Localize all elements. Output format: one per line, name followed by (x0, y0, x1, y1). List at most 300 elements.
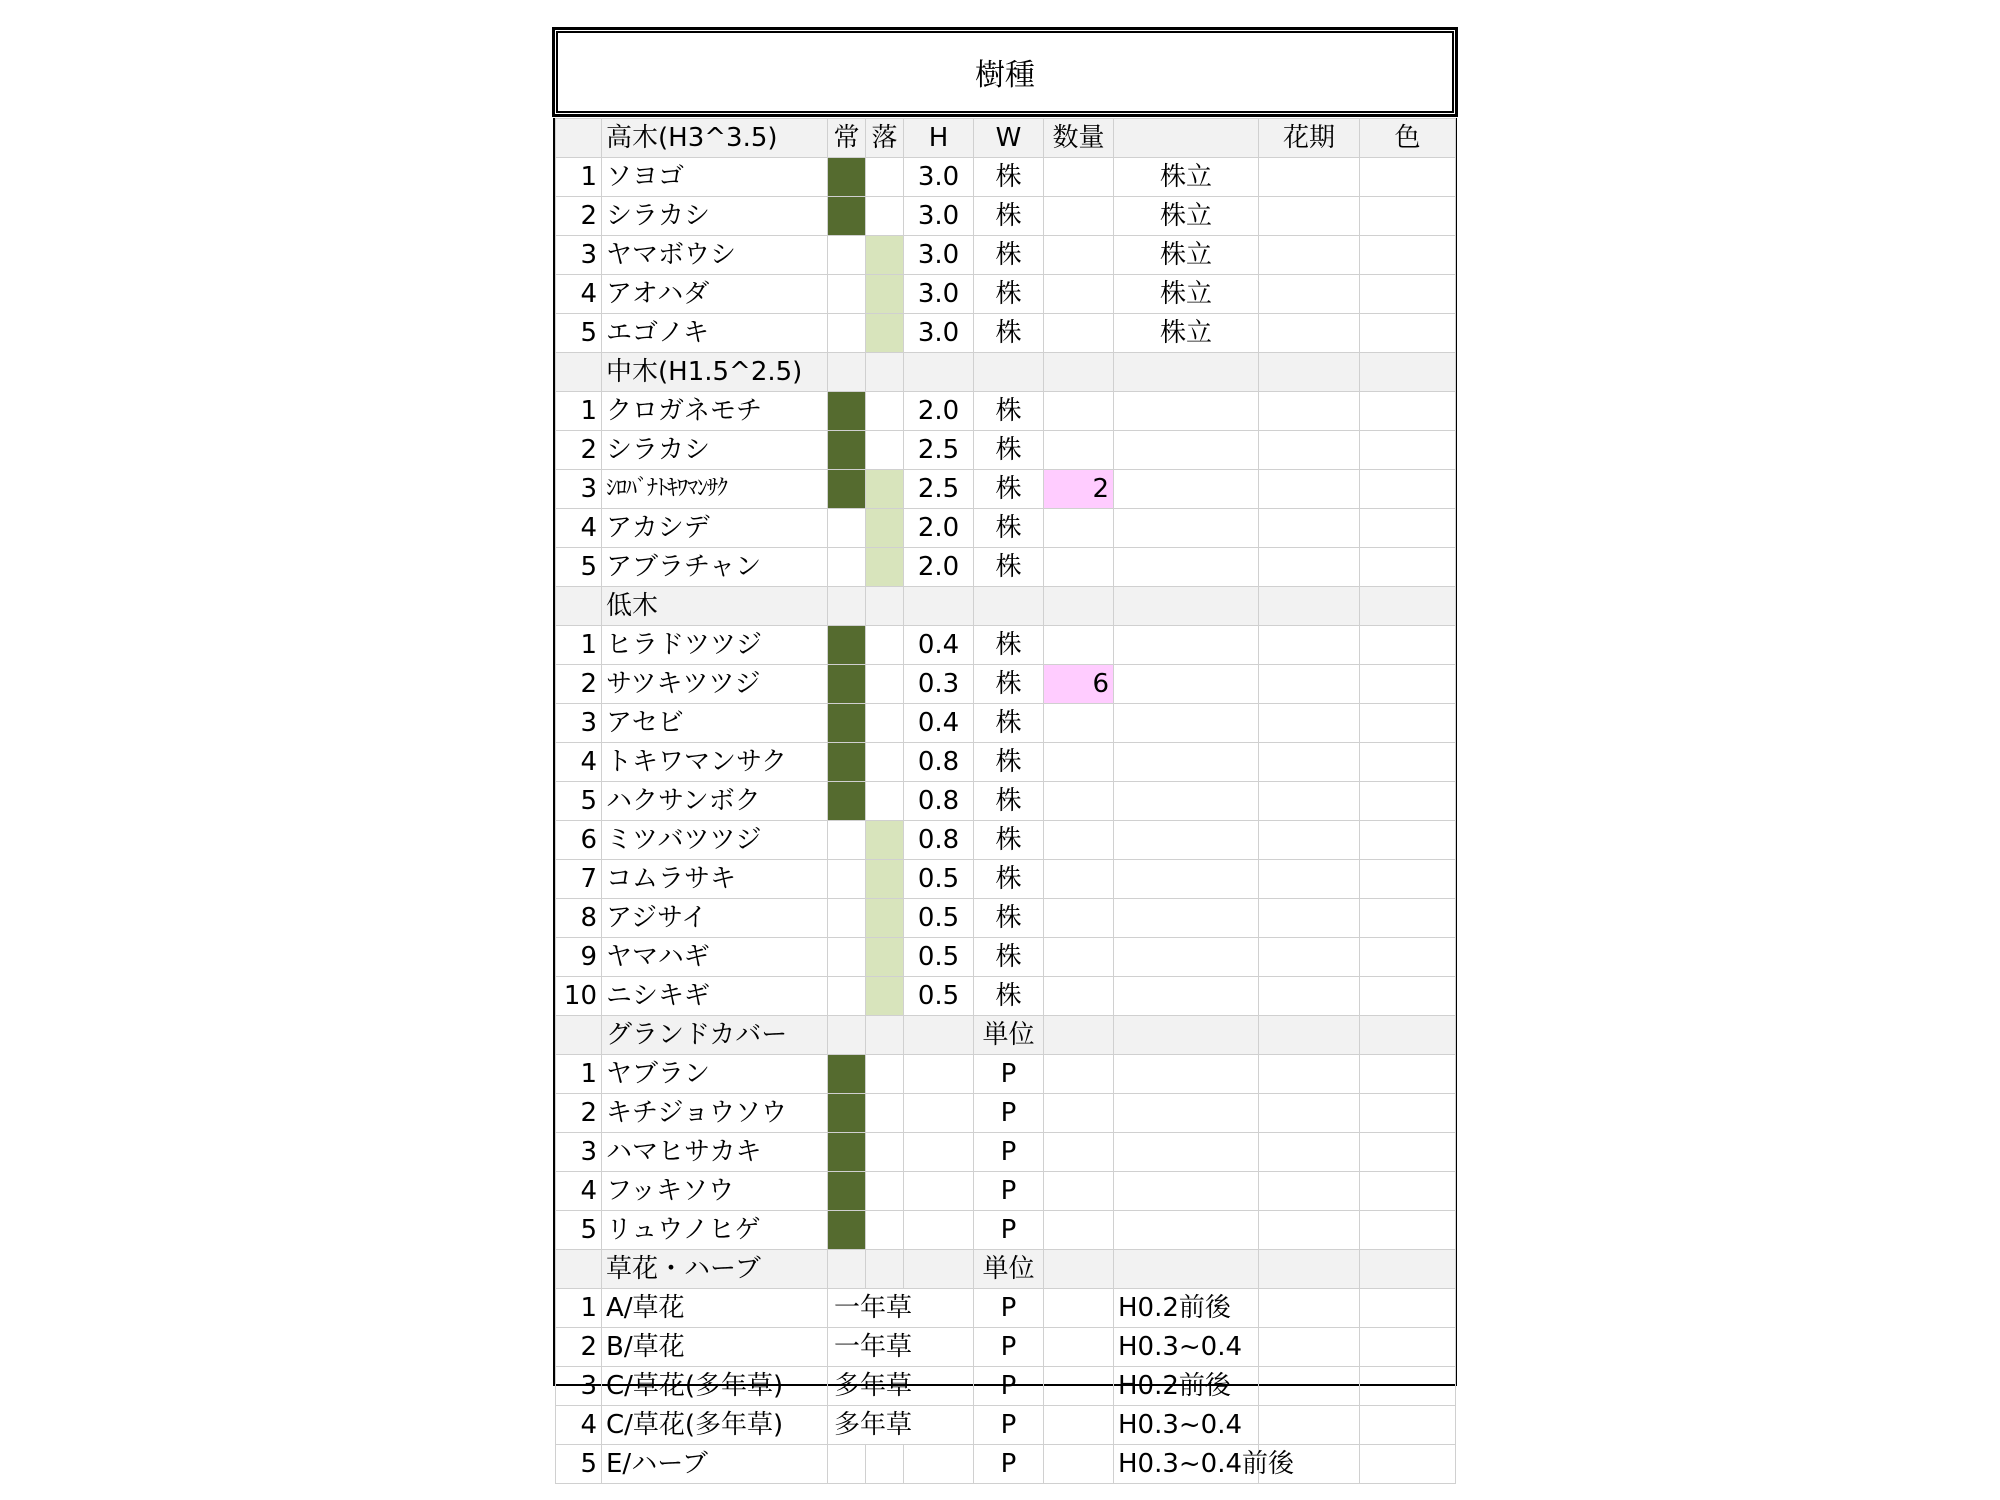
flowering-cell (1259, 1406, 1360, 1445)
table-row (556, 236, 1456, 275)
section-cell (904, 353, 974, 392)
width-value: 株 (974, 158, 1044, 197)
row-number: 3 (556, 236, 602, 275)
height-value: 2.0 (904, 392, 974, 431)
section-header-row (556, 353, 1456, 392)
color-cell (1360, 197, 1456, 236)
section-cell (866, 1250, 904, 1289)
evergreen-marker (828, 743, 866, 782)
section-cell (1259, 353, 1360, 392)
deciduous-marker (866, 197, 904, 236)
height-value (904, 1172, 974, 1211)
height-value (904, 1055, 974, 1094)
flowering-cell (1259, 392, 1360, 431)
sheet-title (553, 28, 1457, 116)
quantity-value (1044, 1211, 1114, 1250)
quantity-value (1044, 236, 1114, 275)
height-value: 0.3 (904, 665, 974, 704)
table-row (556, 665, 1456, 704)
note-value: 株立 (1114, 158, 1259, 197)
width-value: 株 (974, 470, 1044, 509)
row-number: 5 (556, 314, 602, 353)
species-name: ニシキギ (602, 977, 828, 1016)
section-title: 中木(H1.5^2.5) (602, 353, 828, 392)
species-name: アカシデ (602, 509, 828, 548)
quantity-value (1044, 509, 1114, 548)
table-row (556, 977, 1456, 1016)
note-value (1114, 1133, 1259, 1172)
height-value: 0.8 (904, 743, 974, 782)
height-value: 2.5 (904, 431, 974, 470)
note-value: H0.3~0.4 (1114, 1328, 1259, 1367)
note-value (1114, 431, 1259, 470)
flowering-cell (1259, 314, 1360, 353)
header-no-cell (556, 119, 602, 158)
species-name: E/ハーブ (602, 1445, 828, 1484)
evergreen-marker (828, 1094, 866, 1133)
flowering-cell (1259, 626, 1360, 665)
row-number: 5 (556, 782, 602, 821)
header-height: H (904, 119, 974, 158)
species-name: A/草花 (602, 1289, 828, 1328)
color-cell (1360, 665, 1456, 704)
flowering-cell (1259, 899, 1360, 938)
table-row (556, 821, 1456, 860)
width-value: 株 (974, 821, 1044, 860)
row-number: 1 (556, 626, 602, 665)
quantity-value (1044, 1133, 1114, 1172)
note-value (1114, 977, 1259, 1016)
row-number: 1 (556, 1055, 602, 1094)
width-value: P (974, 1406, 1044, 1445)
quantity-value (1044, 977, 1114, 1016)
section-cell (1360, 353, 1456, 392)
color-cell (1360, 1211, 1456, 1250)
color-cell (1360, 392, 1456, 431)
color-cell (1360, 1055, 1456, 1094)
header-evergreen: 常 (828, 119, 866, 158)
color-cell (1360, 743, 1456, 782)
width-value: 株 (974, 236, 1044, 275)
deciduous-marker (866, 860, 904, 899)
species-name: アジサイ (602, 899, 828, 938)
quantity-value (1044, 1328, 1114, 1367)
height-value: 3.0 (904, 236, 974, 275)
plant-type-label: 一年草 (828, 1328, 974, 1367)
note-value (1114, 626, 1259, 665)
row-number: 5 (556, 1211, 602, 1250)
table-row (556, 1055, 1456, 1094)
table-row (556, 1406, 1456, 1445)
section-title: 低木 (602, 587, 828, 626)
note-value (1114, 470, 1259, 509)
species-name: クロガネモチ (602, 392, 828, 431)
height-value: 0.8 (904, 782, 974, 821)
evergreen-marker (828, 548, 866, 587)
flowering-cell (1259, 1211, 1360, 1250)
quantity-value (1044, 548, 1114, 587)
color-cell (1360, 548, 1456, 587)
evergreen-marker (828, 275, 866, 314)
evergreen-marker (828, 1211, 866, 1250)
table-row (556, 1445, 1456, 1484)
color-cell (1360, 899, 1456, 938)
width-value: 株 (974, 938, 1044, 977)
quantity-value (1044, 314, 1114, 353)
section-header-row (556, 587, 1456, 626)
quantity-value (1044, 197, 1114, 236)
species-name: サツキツツジ (602, 665, 828, 704)
section-cell (1114, 353, 1259, 392)
plant-schedule-sheet (553, 28, 1457, 1479)
deciduous-marker (866, 275, 904, 314)
width-value: 株 (974, 431, 1044, 470)
flowering-cell (1259, 1172, 1360, 1211)
note-value (1114, 704, 1259, 743)
note-value (1114, 1211, 1259, 1250)
width-value: 株 (974, 509, 1044, 548)
flowering-cell (1259, 782, 1360, 821)
width-value: 株 (974, 704, 1044, 743)
deciduous-marker (866, 431, 904, 470)
section-cell (866, 1016, 904, 1055)
section-unit (974, 587, 1044, 626)
note-value (1114, 509, 1259, 548)
species-name: キチジョウソウ (602, 1094, 828, 1133)
note-value (1114, 899, 1259, 938)
row-number: 7 (556, 860, 602, 899)
deciduous-marker (866, 1055, 904, 1094)
width-value: 株 (974, 548, 1044, 587)
header-width: W (974, 119, 1044, 158)
section-cell (1114, 587, 1259, 626)
evergreen-marker (828, 938, 866, 977)
section-cell (1259, 1250, 1360, 1289)
header-color: 色 (1360, 119, 1456, 158)
row-number: 6 (556, 821, 602, 860)
width-value: 株 (974, 314, 1044, 353)
species-name: コムラサキ (602, 860, 828, 899)
deciduous-marker (866, 1094, 904, 1133)
section-cell (904, 587, 974, 626)
color-cell (1360, 1445, 1456, 1484)
section-cell (1044, 587, 1114, 626)
flowering-cell (1259, 1328, 1360, 1367)
flowering-cell (1259, 275, 1360, 314)
section-cell (1114, 1016, 1259, 1055)
title-text: 樹種 (975, 58, 1035, 93)
row-number: 5 (556, 1445, 602, 1484)
height-value: 0.5 (904, 860, 974, 899)
quantity-value (1044, 626, 1114, 665)
height-value: 2.5 (904, 470, 974, 509)
flowering-cell (1259, 197, 1360, 236)
species-name: トキワマンサク (602, 743, 828, 782)
quantity-value (1044, 392, 1114, 431)
header-deciduous: 落 (866, 119, 904, 158)
section-unit: 単位 (974, 1016, 1044, 1055)
quantity-value (1044, 743, 1114, 782)
header-flowering: 花期 (1259, 119, 1360, 158)
deciduous-marker (866, 1211, 904, 1250)
width-value: P (974, 1094, 1044, 1133)
deciduous-marker (866, 1133, 904, 1172)
height-value: 0.5 (904, 938, 974, 977)
width-value: 株 (974, 782, 1044, 821)
table-row (556, 860, 1456, 899)
row-number: 4 (556, 509, 602, 548)
evergreen-marker (828, 821, 866, 860)
color-cell (1360, 158, 1456, 197)
color-cell (1360, 509, 1456, 548)
header-quantity: 数量 (1044, 119, 1114, 158)
height-value: 0.8 (904, 821, 974, 860)
color-cell (1360, 860, 1456, 899)
row-number: 2 (556, 1094, 602, 1133)
height-value (904, 1094, 974, 1133)
species-name: C/草花(多年草) (602, 1406, 828, 1445)
quantity-value (1044, 1172, 1114, 1211)
deciduous-marker (866, 626, 904, 665)
note-value (1114, 1172, 1259, 1211)
evergreen-marker (828, 314, 866, 353)
color-cell (1360, 1406, 1456, 1445)
deciduous-marker (866, 314, 904, 353)
evergreen-marker (828, 197, 866, 236)
quantity-value (1044, 1094, 1114, 1133)
note-value (1114, 1055, 1259, 1094)
height-value (904, 1211, 974, 1250)
section-cell (1259, 587, 1360, 626)
quantity-value: 6 (1044, 665, 1114, 704)
table-row (556, 392, 1456, 431)
flowering-cell (1259, 236, 1360, 275)
row-number: 3 (556, 704, 602, 743)
quantity-value (1044, 938, 1114, 977)
evergreen-marker (828, 431, 866, 470)
width-value: 株 (974, 275, 1044, 314)
evergreen-marker (828, 899, 866, 938)
section-cell (866, 353, 904, 392)
section-no-cell (556, 1016, 602, 1055)
table-row (556, 548, 1456, 587)
height-value: 0.4 (904, 704, 974, 743)
species-name: アセビ (602, 704, 828, 743)
section-cell (866, 587, 904, 626)
note-value (1114, 665, 1259, 704)
section-cell (1044, 1016, 1114, 1055)
table-row (556, 1211, 1456, 1250)
deciduous-marker (866, 899, 904, 938)
width-value: P (974, 1211, 1044, 1250)
width-value: P (974, 1445, 1044, 1484)
width-value: 株 (974, 977, 1044, 1016)
section-header-row (556, 1250, 1456, 1289)
width-value: 株 (974, 665, 1044, 704)
note-value: 株立 (1114, 197, 1259, 236)
quantity-value (1044, 821, 1114, 860)
section-title: グランドカバー (602, 1016, 828, 1055)
evergreen-marker (828, 509, 866, 548)
table-row (556, 1289, 1456, 1328)
deciduous-marker (866, 665, 904, 704)
species-name: ハクサンボク (602, 782, 828, 821)
table-row (556, 314, 1456, 353)
flowering-cell (1259, 1055, 1360, 1094)
plant-type-label: 多年草 (828, 1367, 974, 1406)
note-value (1114, 860, 1259, 899)
color-cell (1360, 821, 1456, 860)
evergreen-marker (828, 977, 866, 1016)
quantity-value (1044, 1055, 1114, 1094)
table-row (556, 782, 1456, 821)
flowering-cell (1259, 938, 1360, 977)
row-number: 5 (556, 548, 602, 587)
quantity-value (1044, 1289, 1114, 1328)
deciduous-marker (866, 509, 904, 548)
deciduous-marker (866, 1172, 904, 1211)
height-value: 2.0 (904, 548, 974, 587)
deciduous-marker (866, 548, 904, 587)
table-row (556, 743, 1456, 782)
section-cell (1259, 1016, 1360, 1055)
section-title: 草花・ハーブ (602, 1250, 828, 1289)
section-unit (974, 353, 1044, 392)
note-value (1114, 548, 1259, 587)
row-number: 3 (556, 470, 602, 509)
deciduous-marker (866, 743, 904, 782)
height-value: 0.4 (904, 626, 974, 665)
color-cell (1360, 977, 1456, 1016)
deciduous-marker (866, 977, 904, 1016)
deciduous-marker (866, 392, 904, 431)
note-value (1114, 743, 1259, 782)
color-cell (1360, 704, 1456, 743)
table-row (556, 1172, 1456, 1211)
species-name: フッキソウ (602, 1172, 828, 1211)
species-name: ヤマハギ (602, 938, 828, 977)
section-cell (1044, 353, 1114, 392)
table-row (556, 626, 1456, 665)
header-section-title: 高木(H3^3.5) (602, 119, 828, 158)
section-cell (1360, 1016, 1456, 1055)
table-row (556, 704, 1456, 743)
color-cell (1360, 470, 1456, 509)
table-row (556, 158, 1456, 197)
color-cell (1360, 1172, 1456, 1211)
height-value (904, 1445, 974, 1484)
quantity-value (1044, 899, 1114, 938)
evergreen-marker (828, 1133, 866, 1172)
note-value: 株立 (1114, 236, 1259, 275)
row-number: 4 (556, 1406, 602, 1445)
section-no-cell (556, 353, 602, 392)
row-number: 9 (556, 938, 602, 977)
note-value (1114, 938, 1259, 977)
row-number: 4 (556, 743, 602, 782)
section-cell (1114, 1250, 1259, 1289)
section-header-row (556, 1016, 1456, 1055)
species-name: ヤマボウシ (602, 236, 828, 275)
section-cell (828, 353, 866, 392)
flowering-cell (1259, 977, 1360, 1016)
table-row (556, 1367, 1456, 1406)
color-cell (1360, 1367, 1456, 1406)
note-value (1114, 1094, 1259, 1133)
plant-type-label: 多年草 (828, 1406, 974, 1445)
deciduous-marker (866, 470, 904, 509)
section-cell (828, 1016, 866, 1055)
width-value: 株 (974, 899, 1044, 938)
note-value: 株立 (1114, 275, 1259, 314)
quantity-value (1044, 1406, 1114, 1445)
row-number: 1 (556, 158, 602, 197)
color-cell (1360, 782, 1456, 821)
species-name: アオハダ (602, 275, 828, 314)
species-name: ヤブラン (602, 1055, 828, 1094)
species-grid (555, 118, 1456, 1484)
table-row (556, 1133, 1456, 1172)
evergreen-marker (828, 665, 866, 704)
note-value: H0.3~0.4前後 (1114, 1445, 1259, 1484)
width-value: P (974, 1328, 1044, 1367)
evergreen-marker (828, 392, 866, 431)
note-value: H0.3~0.4 (1114, 1406, 1259, 1445)
evergreen-marker (828, 470, 866, 509)
color-cell (1360, 626, 1456, 665)
section-no-cell (556, 1250, 602, 1289)
flowering-cell (1259, 860, 1360, 899)
height-value: 3.0 (904, 314, 974, 353)
note-value: H0.2前後 (1114, 1367, 1259, 1406)
height-value: 0.5 (904, 899, 974, 938)
section-cell (828, 1250, 866, 1289)
flowering-cell (1259, 665, 1360, 704)
evergreen-marker (828, 704, 866, 743)
header-note (1114, 119, 1259, 158)
species-name: アブラチャン (602, 548, 828, 587)
row-number: 8 (556, 899, 602, 938)
section-cell (904, 1250, 974, 1289)
species-name: エゴノキ (602, 314, 828, 353)
species-name: ｼﾛﾊﾞﾅﾄｷﾜﾏﾝｻｸ (602, 470, 828, 509)
flowering-cell (1259, 509, 1360, 548)
row-number: 10 (556, 977, 602, 1016)
color-cell (1360, 431, 1456, 470)
quantity-value: 2 (1044, 470, 1114, 509)
evergreen-marker (828, 860, 866, 899)
species-table (553, 118, 1457, 1479)
flowering-cell (1259, 158, 1360, 197)
width-value: 株 (974, 860, 1044, 899)
species-name: C/草花(多年草) (602, 1367, 828, 1406)
table-row (556, 197, 1456, 236)
species-name: ソヨゴ (602, 158, 828, 197)
width-value: P (974, 1367, 1044, 1406)
color-cell (1360, 236, 1456, 275)
color-cell (1360, 938, 1456, 977)
quantity-value (1044, 431, 1114, 470)
row-number: 1 (556, 1289, 602, 1328)
quantity-value (1044, 782, 1114, 821)
width-value: 株 (974, 197, 1044, 236)
row-number: 1 (556, 392, 602, 431)
color-cell (1360, 314, 1456, 353)
note-value (1114, 821, 1259, 860)
flowering-cell (1259, 1094, 1360, 1133)
width-value: P (974, 1055, 1044, 1094)
table-row (556, 275, 1456, 314)
